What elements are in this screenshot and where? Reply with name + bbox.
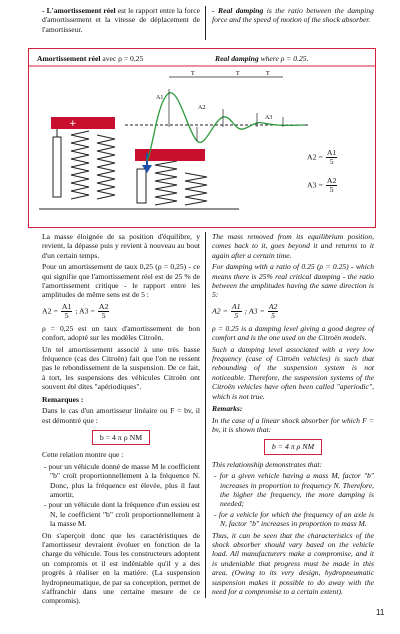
fr-formula-a2: A2 =: [42, 306, 58, 316]
intro-left-text: est le rapport entre la force d'amortissement et la vitesse de déplacement de l'amortisseur.: [42, 6, 200, 34]
en-boxed-formula-wrap: [212, 439, 374, 454]
en-formula-a2: A2 =: [212, 306, 228, 316]
en-formula: [212, 303, 374, 320]
right-suspension: [135, 149, 207, 205]
fr-boxed-formula-wrap: [42, 430, 200, 445]
ratio1-fraction: [326, 149, 338, 166]
en-fraction-2: [268, 303, 279, 320]
intro-right-text: is the ratio between the damping force and the speed of motion of the shock absorber.: [212, 6, 374, 25]
ratio2-den: 5: [329, 185, 334, 194]
intro-left-term: - L'amortissement réel: [42, 6, 116, 15]
en-fraction-1: [231, 303, 242, 320]
mass-block-left: [51, 117, 115, 129]
fr-fraction-1: [61, 303, 73, 320]
fr-fraction-2-den: 5: [101, 310, 106, 320]
en-remarks-heading: Remarks:: [212, 404, 243, 414]
fr-paragraph-5: Dans le cas d'un amortisseur linéaire ou F = bv, il est démontré que :: [42, 406, 200, 425]
column-french: [42, 232, 200, 608]
en-formula-a3: ; A3 =: [244, 306, 265, 316]
en-fraction-2-num: A2: [268, 301, 278, 311]
fr-remarks-heading: Remarques :: [42, 394, 84, 404]
en-fraction-2-den: 5: [271, 310, 275, 320]
label-t-2: T: [236, 71, 240, 77]
fr-fraction-1-den: 5: [64, 310, 69, 320]
en-paragraph-3: ρ = 0.25 is a damping level giving a good degree of comfort and is the one used on the Citroën models.: [212, 323, 374, 343]
ratio2-fraction: [326, 177, 338, 194]
ratio1-num: A1: [326, 148, 337, 157]
fr-list: [42, 462, 200, 529]
page-number: 11: [376, 608, 385, 617]
column-divider-top: [205, 6, 206, 40]
ratio1-den: 5: [329, 157, 334, 166]
en-paragraph-6: This relationship demonstrates that:: [212, 459, 323, 469]
en-list: [212, 471, 374, 528]
en-list-item-1: - for a given vehicle having a mass M, factor "b" increases in proportion to frequency N. Therefore, the higher the frequency, the more damping is needed;: [214, 471, 374, 509]
ratio2-lhs: A3 =: [307, 180, 323, 190]
label-a1: A1: [156, 95, 164, 101]
fr-formula-a3: ; A3 =: [75, 306, 95, 316]
column-english: [212, 232, 374, 598]
en-paragraph-5: In the case of a linear shock absorber for which F = bv, it is shown that:: [212, 415, 374, 434]
fr-fraction-2-num: A2: [98, 301, 109, 311]
en-boxed-formula: b = 4 π ρ NM: [264, 439, 322, 454]
damping-figure: [28, 48, 376, 228]
intro-left: [42, 6, 200, 36]
en-paragraph-1: The mass removed from its equilibrium position, comes back to it, goes beyond it and returns to it again after a certain time.: [212, 232, 374, 260]
plus-sign: +: [69, 119, 77, 129]
fr-paragraph-3: ρ = 0,25 est un taux d'amortissement de bon confort, adopté sur les modèles Citroën.: [42, 323, 200, 343]
ratio1-lhs: A2 =: [307, 152, 323, 162]
figure-ratio-2: [307, 177, 338, 194]
label-a3: A3: [265, 115, 273, 121]
label-a2: A2: [198, 105, 206, 111]
en-paragraph-4: Such a damping level associated with a very low frequency (case of Citroën vehicles) is such that rebounding of the suspension system is not noticeable. Therefore, the suspension systems of the Citroën vehicles have often been called "aperiodic", which is not true.: [212, 344, 374, 401]
fr-boxed-formula: b = 4 π ρ NM: [92, 430, 150, 445]
figure-drawing: [29, 49, 375, 227]
mass-block-right: [135, 149, 205, 161]
fr-list-item-1: - pour un véhicule donné de masse M le coefficient "b" croît proportionnellement à la fréquence N. Donc, plus la fréquence est élevée, plus il faut amortir,: [44, 461, 200, 499]
en-paragraph-7: Thus, it can be seen that the characteristics of the shock absorber should vary based on the vehicle load. All manufacturers make a compromise, and it is undeniable that progress must be made in this area. (Owing to its very design, hydropneumatic suspension makes it possible to do away with the need for a compromise to a certain extent).: [212, 530, 374, 596]
intro-right: [212, 6, 374, 27]
en-fraction-1-num: A1: [231, 301, 241, 311]
en-list-item-2: - for a vehicle for which the frequency of an axle is N, factor "b" increases in proportion to mass M.: [214, 509, 374, 529]
fr-paragraph-1: La masse éloignée de sa position d'équilibre, y revient, la dépasse puis y revient à nouveau au bout d'un certain temps.: [42, 232, 200, 260]
fr-fraction-1-num: A1: [61, 301, 72, 311]
figure-caption-fr-bold: Amortissement réel: [37, 54, 101, 63]
figure-caption-en-rest: where ρ = 0.25.: [258, 54, 309, 63]
fr-paragraph-4: Un tel amortissement associé à une très basse fréquence (cas des Citroën) fait que l'on ne ressent pas le rebondissement de la suspension. De ce fait, à tort, les suspensions des véhicules Citroën ont souvent été dites "apériodiques".: [42, 344, 200, 392]
column-divider-main: [205, 232, 206, 598]
en-paragraph-2: For damping with a ratio of 0.25 (ρ = 0.25) - which means there is 25% real critical damping - the ratio between the amplitudes having the same direction is 5:: [212, 262, 374, 300]
label-t-3: T: [266, 71, 270, 77]
fr-paragraph-2: Pour un amortissement de taux 0,25 (ρ = 0,25) - ce qui signifie que l'amortissement réel est de 25 % de l'amortissement critique - le rapport entre les amplitudes de même sens est de 5 :: [42, 262, 200, 300]
fr-list-item-2: - pour un véhicule dont la fréquence d'un essieu est N, le coefficient "b" croît proportionnellement à la masse M.: [44, 500, 200, 529]
label-t-1: T: [191, 71, 195, 77]
fr-paragraph-7: On s'aperçoit donc que les caractéristiques de l'amortisseur devraient évoluer en fonction de la charge du véhicule. Tous les constructeurs adoptent un compromis et il est indéniable qu'il y a des progrès à réaliser en la matière. (La suspension hydropneumatique, de par sa conception, permet de s'affranchir dans une certaine mesure de ce compromis).: [42, 530, 200, 606]
en-fraction-1-den: 5: [234, 310, 239, 320]
figure-caption-fr-rest: avec ρ = 0,25: [100, 54, 144, 63]
left-suspension: [51, 117, 115, 199]
fr-paragraph-6: Cette relation montre que :: [42, 450, 124, 460]
figure-ratio-1: [307, 149, 338, 166]
fr-fraction-2: [98, 303, 110, 320]
intro-right-term: - Real damping: [212, 6, 264, 15]
fr-formula: [42, 303, 200, 320]
ratio2-num: A2: [326, 176, 337, 185]
figure-caption-en-bold: Real damping: [215, 54, 259, 63]
